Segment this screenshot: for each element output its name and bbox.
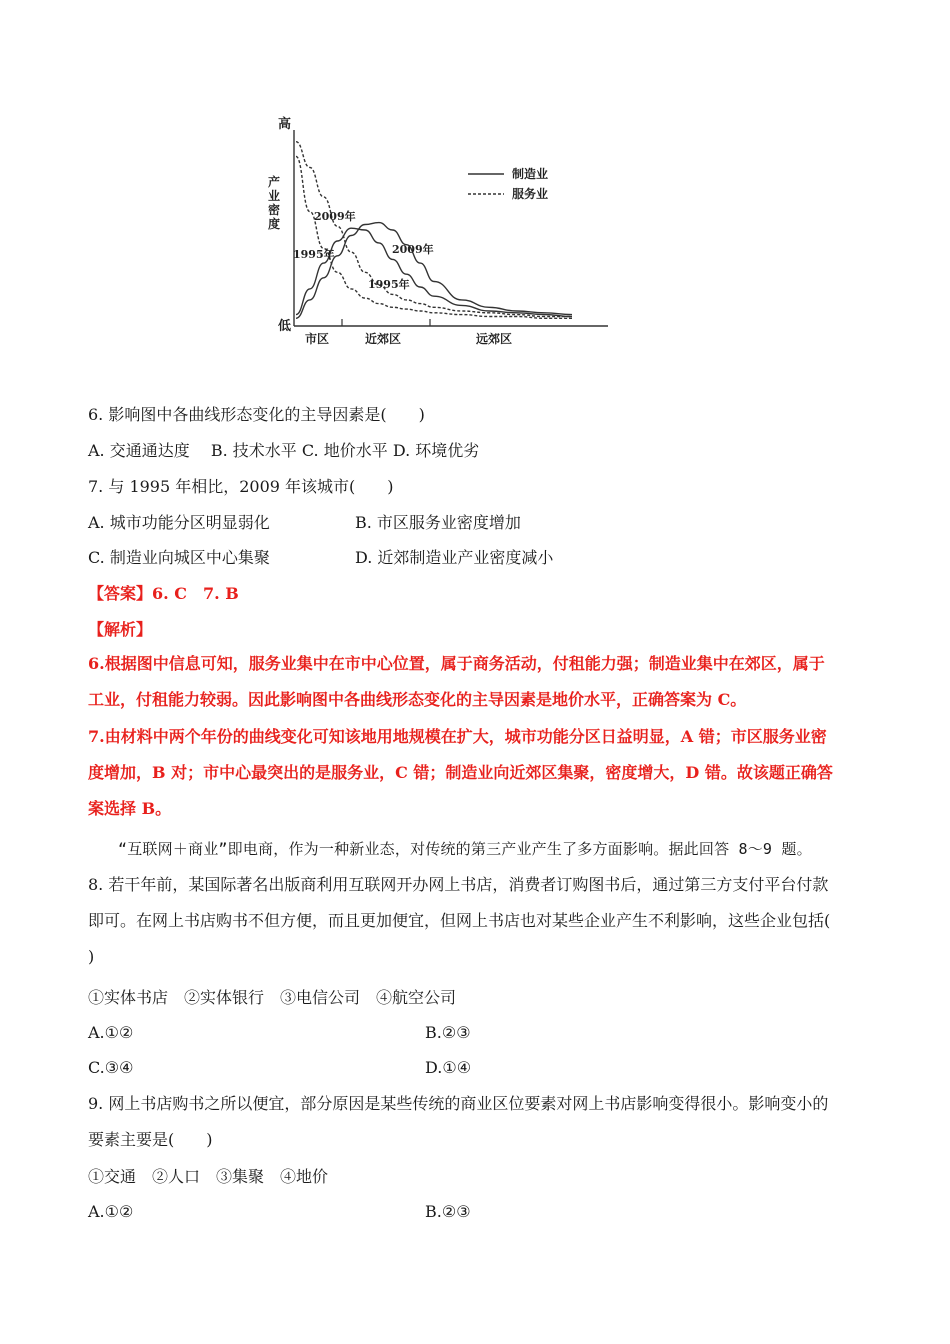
q8-row-2 — [88, 1057, 788, 1079]
q9-option-a: A.①② — [88, 1202, 134, 1221]
q9-line-1: 9. 网上书店购书之所以便宜，部分原因是某些传统的商业区位要素对网上书店影响变得很小。影响变小的 — [88, 1094, 829, 1113]
annotation-service-1995: 1995年 — [293, 248, 335, 261]
y-axis-title-char: 产 — [268, 175, 281, 189]
annotation-manufacturing-2009: 2009年 — [392, 243, 434, 256]
legend-label-service: 服务业 — [512, 187, 549, 201]
q6-options — [88, 440, 479, 462]
q8-line-3: ) — [88, 947, 95, 966]
y-axis-title-char: 业 — [268, 189, 281, 203]
legend-label-manufacturing: 制造业 — [512, 167, 549, 181]
q6-option-a: A. 交通通达度 — [88, 441, 190, 460]
q7-stem: 7. 与 1995 年相比，2009 年该城市( ) — [88, 477, 394, 496]
q8-option-c: C.③④ — [88, 1058, 134, 1077]
zone-label-far-suburb: 远郊区 — [476, 332, 513, 346]
zone-label-near-suburb: 近郊区 — [365, 332, 402, 346]
analysis-q7 — [88, 719, 868, 827]
q9-line-2: 要素主要是( ) — [88, 1130, 213, 1149]
analysis-q7-line-1: 7.由材料中两个年份的曲线变化可知该地用地规模在扩大，城市功能分区日益明显，A 错；市区服务业密 — [88, 727, 827, 746]
q7-option-a: A. 城市功能分区明显弱化 — [88, 513, 270, 532]
q8-stem — [88, 867, 868, 975]
q8-option-a: A.①② — [88, 1023, 134, 1042]
chart-svg — [260, 108, 620, 358]
analysis-q7-line-2: 度增加，B 对；市中心最突出的是服务业，C 错；制造业向近郊区集聚，密度增大，D 错。故该题正确答 — [88, 763, 833, 782]
q6-stem: 6. 影响图中各曲线形态变化的主导因素是( ) — [88, 405, 425, 424]
q9-row-1 — [88, 1201, 788, 1223]
annotation-manufacturing-1995: 1995年 — [368, 278, 410, 291]
analysis-label: 【解析】 — [88, 620, 153, 639]
analysis-q7-line-3: 案选择 B。 — [88, 799, 172, 818]
q9-stem — [88, 1086, 868, 1158]
q7-option-c: C. 制造业向城区中心集聚 — [88, 548, 270, 567]
analysis-q6 — [88, 646, 868, 718]
q8-line-2: 即可。在网上书店购书不但方便，而且更加便宜，但网上书店也对某些企业产生不利影响，这些企业包括( — [88, 911, 831, 930]
q9-items: ①交通 ②人口 ③集聚 ④地价 — [88, 1167, 329, 1186]
zone-label-urban: 市区 — [305, 332, 330, 346]
q8-line-1: 8. 若干年前，某国际著名出版商利用互联网开办网上书店，消费者订购图书后，通过第三方支付平台付款 — [88, 875, 829, 894]
answer-line — [88, 583, 239, 605]
q8-items: ①实体书店 ②实体银行 ③电信公司 ④航空公司 — [88, 988, 457, 1007]
q8-option-b: B.②③ — [425, 1023, 471, 1042]
analysis-q6-line-1: 6.根据图中信息可知，服务业集中在市中心位置，属于商务活动，付租能力强；制造业集中在郊区，属于 — [88, 654, 825, 673]
y-axis-low-label: 低 — [278, 319, 292, 334]
q7-row-1 — [88, 512, 788, 534]
q7-option-d: D. 近郊制造业产业密度减小 — [355, 548, 554, 567]
y-axis-high-label: 高 — [278, 117, 292, 132]
section-intro: “互联网＋商业”即电商，作为一种新业态，对传统的第三产业产生了多方面影响。据此回答 8～9 题。 — [118, 840, 812, 858]
y-axis-title — [268, 174, 280, 231]
series-line-manufacturing-2009 — [296, 223, 572, 319]
q6-option-d: D. 环境优劣 — [392, 441, 480, 460]
q7-option-b: B. 市区服务业密度增加 — [355, 513, 521, 532]
analysis-q6-line-2: 工业，付租能力较弱。因此影响图中各曲线形态变化的主导因素是地价水平，正确答案为 C。 — [88, 690, 747, 709]
annotation-service-2009: 2009年 — [314, 210, 356, 223]
y-axis-title-char: 度 — [268, 217, 281, 231]
answer-text: 6. C 7. B — [152, 584, 239, 603]
q8-row-1 — [88, 1022, 788, 1044]
q6-option-c: C. 地价水平 — [301, 441, 388, 460]
industry-density-chart — [260, 108, 620, 358]
answer-label: 【答案】 — [88, 584, 153, 603]
q6-option-b: B. 技术水平 — [210, 441, 297, 460]
q7-row-2 — [88, 547, 788, 569]
q8-option-d: D.①④ — [425, 1058, 472, 1077]
y-axis-title-char: 密 — [268, 203, 281, 217]
q9-option-b: B.②③ — [425, 1202, 471, 1221]
